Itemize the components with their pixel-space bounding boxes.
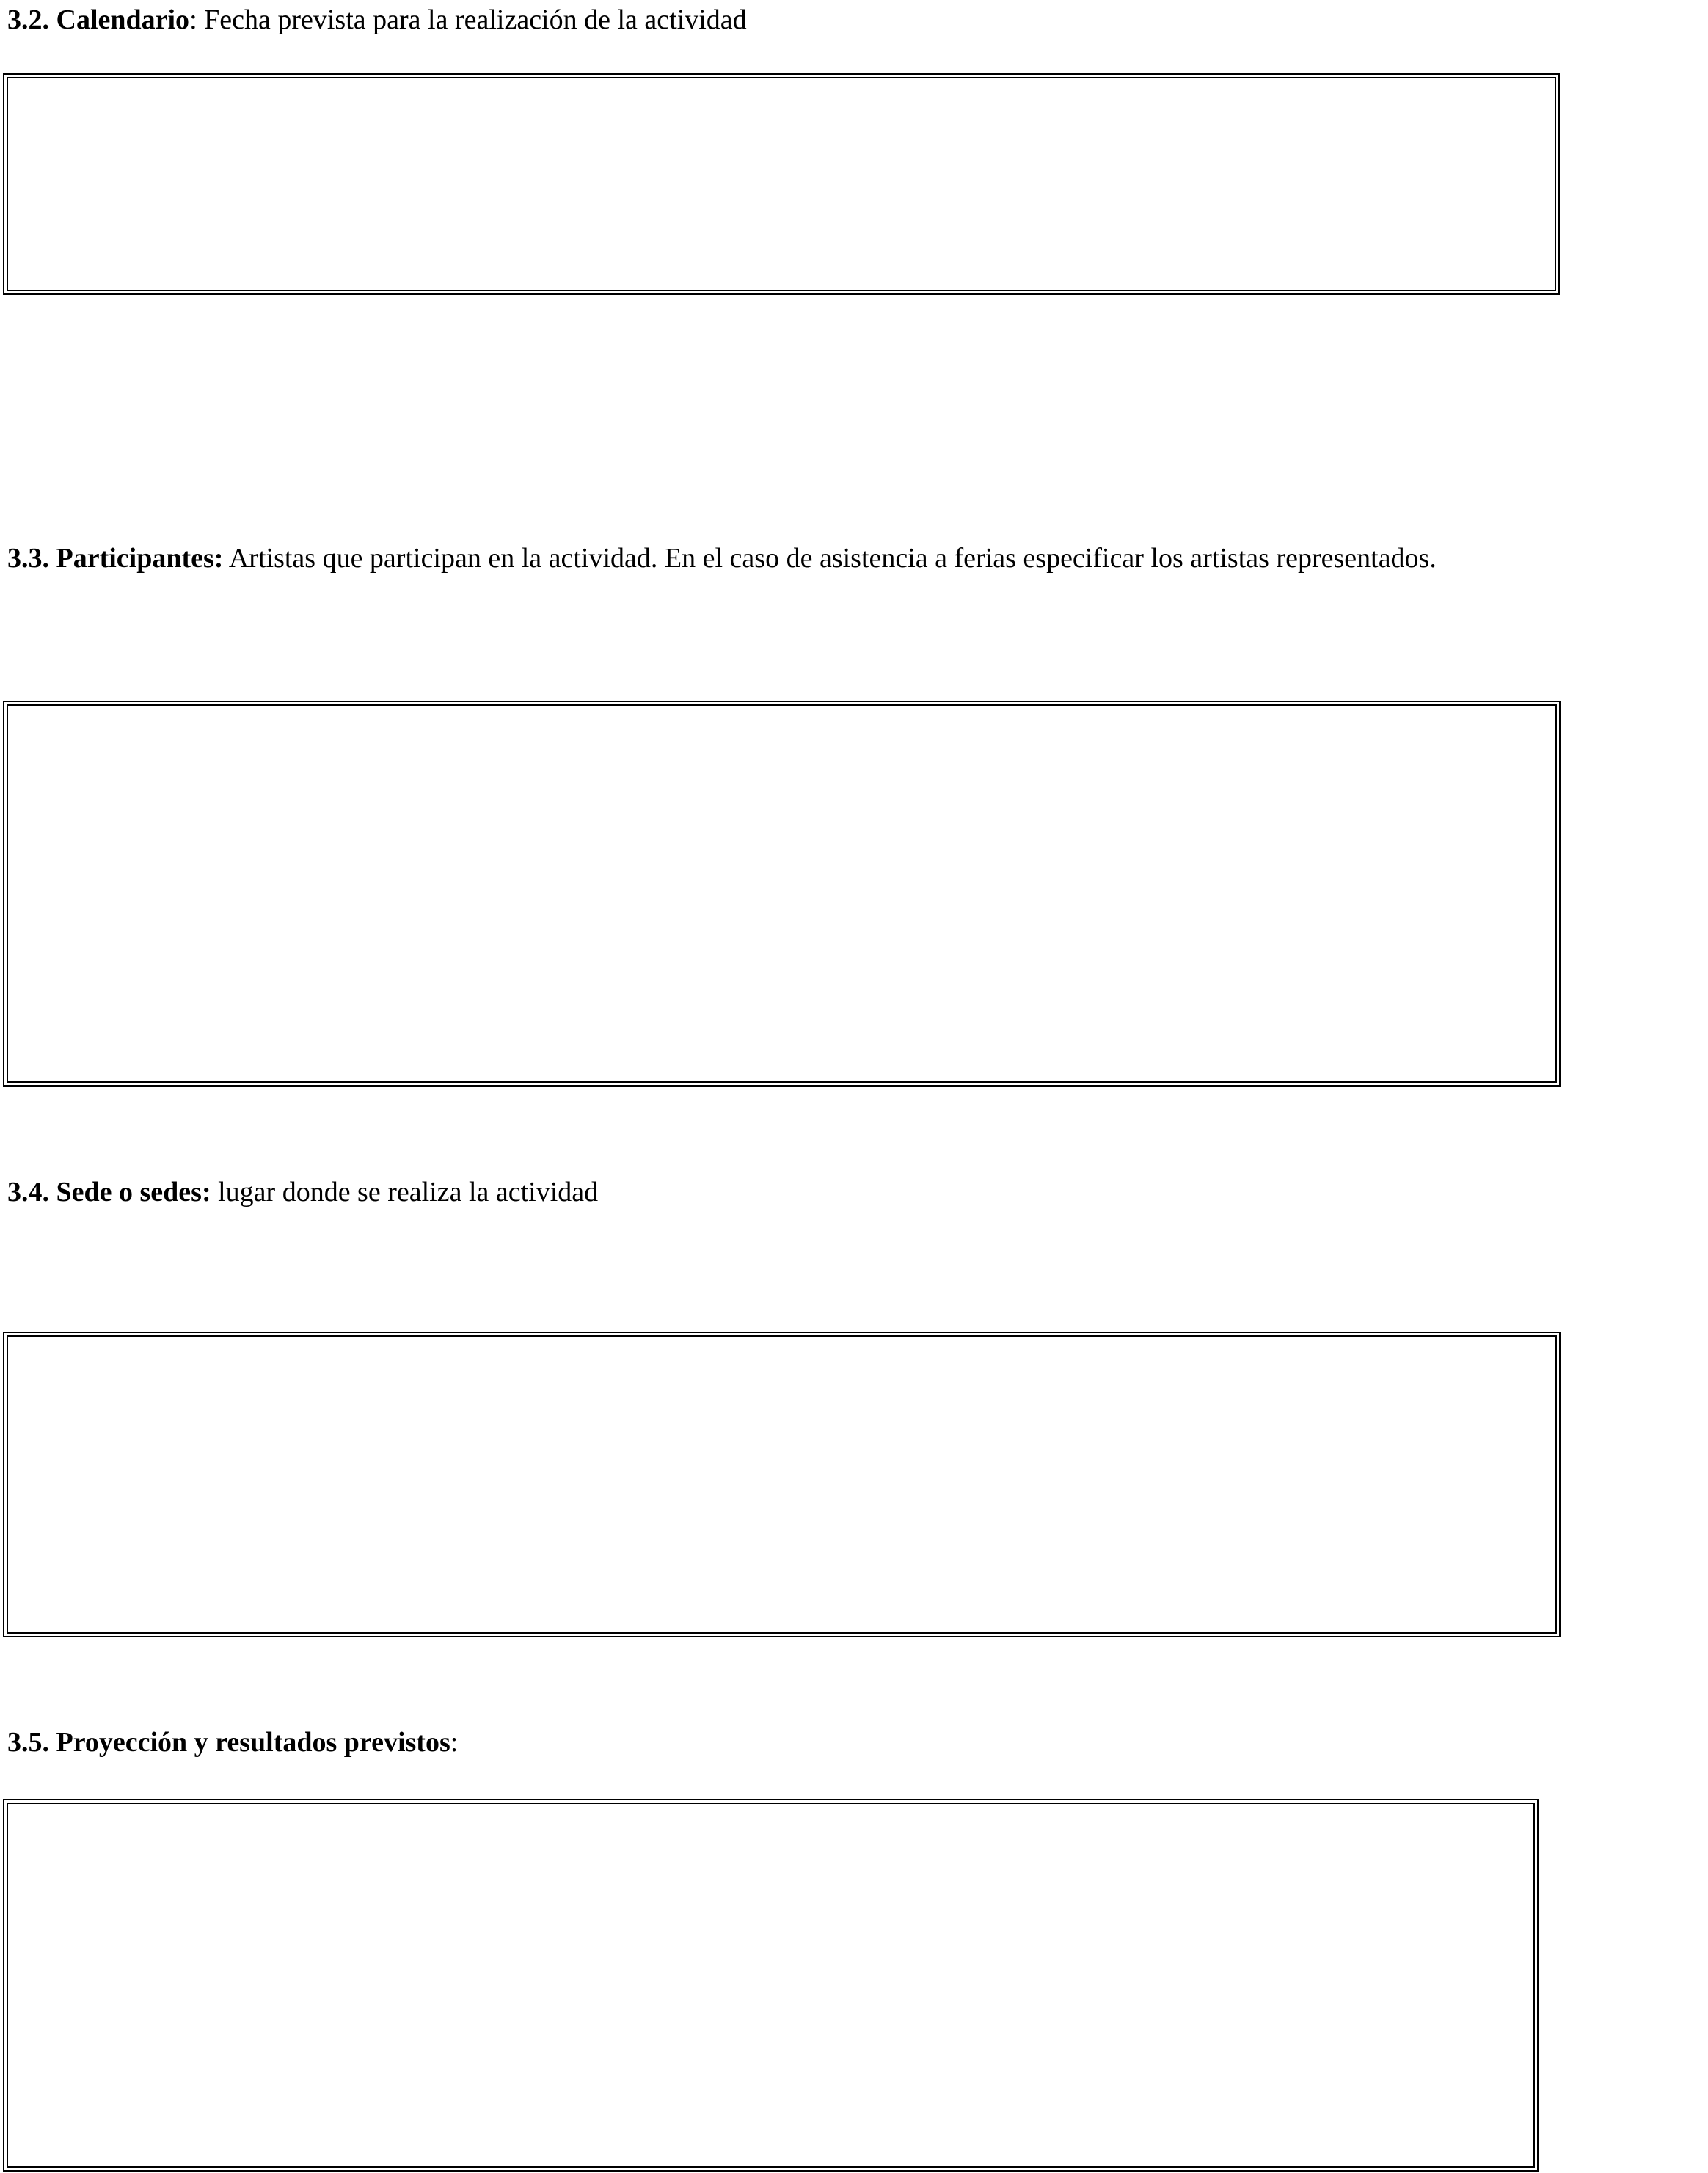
- section-title: Sede o sedes:: [56, 1177, 211, 1208]
- section-number: 3.5.: [7, 1727, 49, 1758]
- proyeccion-field[interactable]: [3, 1799, 1539, 2172]
- section-description: Fecha prevista para la realización de la actividad: [197, 4, 747, 35]
- section-description: Artistas que participan en la actividad. En el caso de asistencia a ferias especificar los artistas representados.: [223, 543, 1437, 574]
- section-title: Proyección y resultados previstos: [56, 1727, 450, 1758]
- section-heading-sedes: [7, 1174, 598, 1210]
- sedes-field[interactable]: [3, 1332, 1561, 1637]
- section-heading-calendario: [7, 1, 747, 38]
- section-number: 3.3.: [7, 543, 49, 574]
- section-number: 3.2.: [7, 4, 49, 35]
- section-separator: :: [189, 4, 197, 35]
- section-description: lugar donde se realiza la actividad: [211, 1177, 599, 1208]
- section-heading-proyeccion: [7, 1724, 458, 1761]
- participantes-field[interactable]: [3, 701, 1561, 1086]
- section-number: 3.4.: [7, 1177, 49, 1208]
- calendario-field[interactable]: [3, 73, 1560, 295]
- section-title: Participantes:: [56, 543, 224, 574]
- section-separator: :: [450, 1727, 459, 1758]
- section-title: Calendario: [56, 4, 190, 35]
- section-heading-participantes: [7, 507, 1706, 610]
